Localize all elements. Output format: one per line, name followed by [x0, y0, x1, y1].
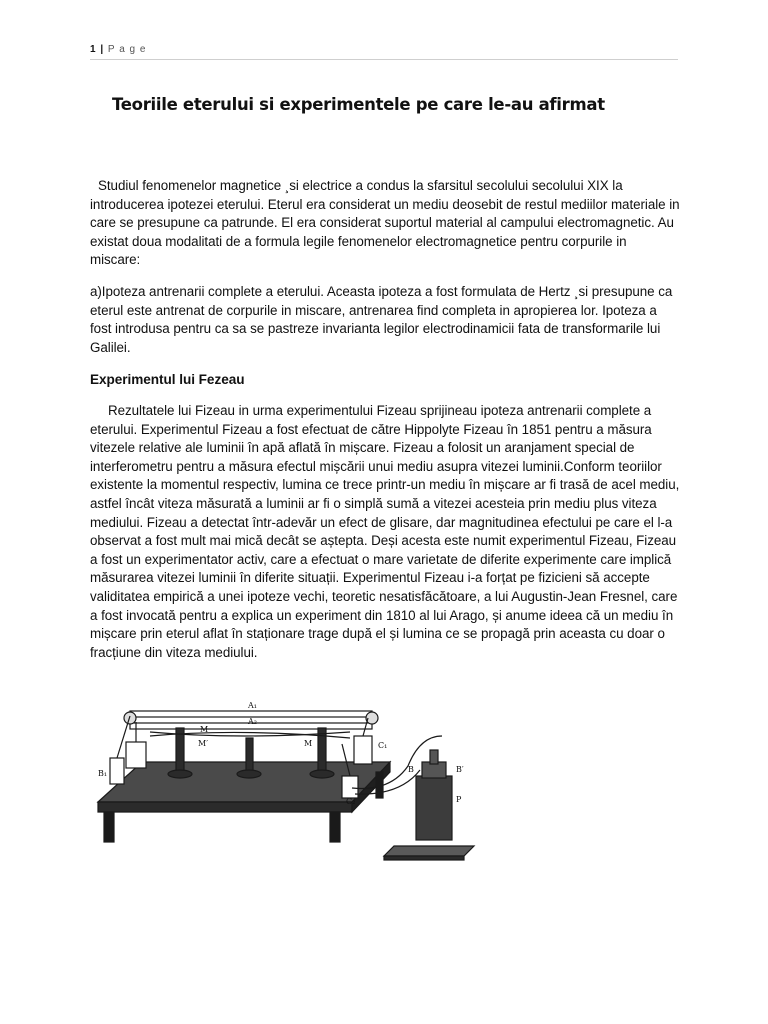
label-b1: B₁ — [98, 769, 108, 778]
label-b-prime: B′ — [456, 765, 464, 774]
fizeau-apparatus-illustration — [90, 696, 476, 864]
label-c2: C₂ — [346, 797, 356, 806]
intro-paragraph: Studiul fenomenelor magnetice ¸si electrice a condus la sfarsitul secolului secolului XIX la introducerea ipotezei eterului. Eterul era considerat un mediu deosebit de restul mediilor materiale in care se presupune ca patrunde. El era considerat suportul material al campului electromagnetic. Au existat doua modalitati de a formula legile fenomenelor electromagnetice pentru corpurile in miscare: — [90, 178, 680, 268]
label-a2: A₂ — [248, 717, 257, 726]
label-m-right: M — [304, 739, 313, 748]
label-m-prime: M′ — [198, 739, 209, 748]
section-heading: Experimentul lui Fezeau — [90, 372, 245, 387]
label-c1: C₁ — [378, 741, 388, 750]
fizeau-paragraph: Rezultatele lui Fizeau in urma experimentului Fizeau sprijineau ipoteza antrenarii complete a eterului. Experimentul Fizeau a fost efectuat de către Hippolyte Fizeau în 1851 pentru a măsura vitezele relative ale luminii în apă aflată în mișcare. Fizeau a folosit un aranjament special de interferometru pentru a măsura efectul mișcării unui mediu asupra vitezei luminii.Conform teoriilor existente la momentul respectiv, lumina ce trece printr-un mediu în mișcare ar fi trasă de acel mediu, astfel încât viteza măsurată a luminii ar fi o simplă sumă a vitezei acesteia prin mediu plus viteza mediului. Fizeau a detectat într-adevăr un efect de glisare, dar magnitudinea efectului pe care el l-a observat a fost mult mai mică decât se aștepta. Deși acesta este numit experimentul Fizeau, Fizeau a fost un experimentator activ, care a efectuat o mare varietate de diferite experimente care implică măsurarea vitezei luminii în diferite situații. Experimentul Fizeau i-a forțat pe fizicieni să accepte validitatea empirică a unei ipoteze vechi, teoretic nesatisfăcătoare, a lui Augustin-Jean Fresnel, care a fost invocată pentru a explica un experiment din 1810 al lui Arago, și anume ideea că un mediu în mișcare prin eterul aflat în staționare trage după el și lumina ce se propagă prin aceasta cu doar o fracțiune din viteza mediului. — [90, 403, 680, 660]
page-header — [90, 44, 678, 55]
label-p: P — [456, 795, 462, 804]
page-label: P a g e — [107, 44, 147, 55]
label-a1: A₁ — [248, 701, 257, 710]
header-rule — [90, 59, 678, 60]
label-b: B — [408, 765, 414, 774]
page-separator: | — [96, 44, 108, 55]
page-number: 1 — [90, 44, 97, 55]
hypothesis-paragraph: a)Ipoteza antrenarii complete a eterului. Aceasta ipoteza a fost formulata de Hertz ¸si presupune ca eterul este antrenat de corpurile in miscare, antrenarea find completa in apropierea lor. Ipoteza a fost introdusa pentru ca sa se pastreze invarianta legilor electrodinamicii fata de transformarile lui Galilei. — [90, 284, 673, 355]
label-m-left: M — [200, 725, 209, 734]
document-title: Teoriile eterului si experimentele pe care le-au afirmat — [112, 95, 605, 114]
